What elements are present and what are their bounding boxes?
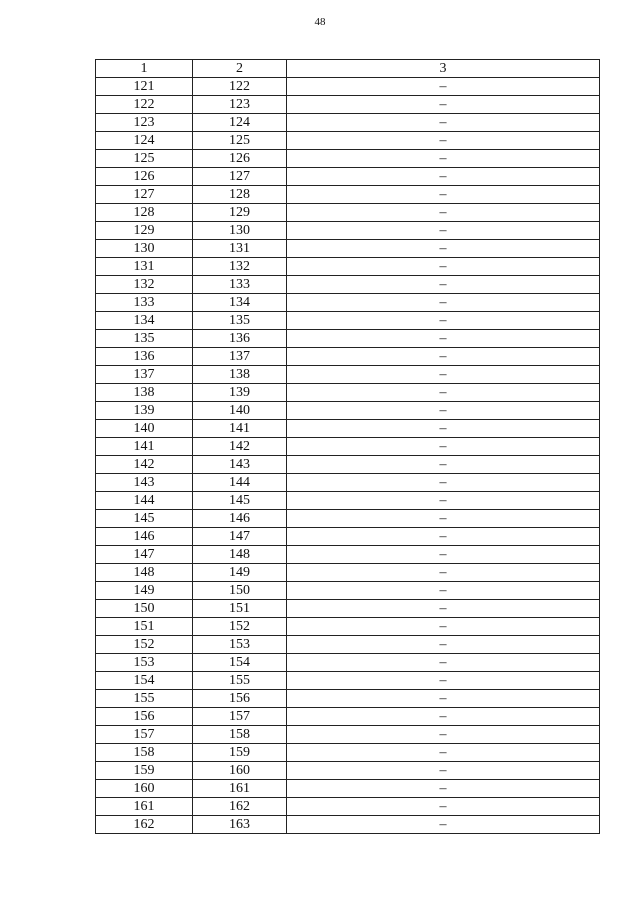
table-cell: 137 (96, 366, 193, 384)
table-cell: 123 (193, 96, 287, 114)
table-row (96, 780, 600, 798)
table-cell: – (287, 672, 600, 690)
table-cell: 157 (193, 708, 287, 726)
table-cell: 136 (96, 348, 193, 366)
table-row (96, 96, 600, 114)
table-row (96, 330, 600, 348)
table-cell: 137 (193, 348, 287, 366)
table-cell: 163 (193, 816, 287, 834)
column-header: 1 (96, 60, 193, 78)
table-row (96, 492, 600, 510)
data-table (95, 59, 600, 834)
table-row (96, 258, 600, 276)
table-cell: 124 (193, 114, 287, 132)
table-cell: 157 (96, 726, 193, 744)
table-cell: 154 (96, 672, 193, 690)
table-cell: – (287, 204, 600, 222)
table-row (96, 114, 600, 132)
table-cell: 159 (193, 744, 287, 762)
table-row (96, 762, 600, 780)
table-cell: – (287, 384, 600, 402)
table-cell: 128 (96, 204, 193, 222)
table-cell: 153 (96, 654, 193, 672)
table-cell: – (287, 798, 600, 816)
table-cell: – (287, 762, 600, 780)
table-row (96, 474, 600, 492)
table-cell: – (287, 420, 600, 438)
table-cell: 136 (193, 330, 287, 348)
table-cell: 134 (96, 312, 193, 330)
table-cell: 156 (193, 690, 287, 708)
table-cell: 161 (193, 780, 287, 798)
table-cell: – (287, 564, 600, 582)
table-cell: – (287, 600, 600, 618)
table-cell: 148 (96, 564, 193, 582)
table-cell: 153 (193, 636, 287, 654)
table-cell: 155 (193, 672, 287, 690)
table-cell: 139 (96, 402, 193, 420)
table-cell: – (287, 510, 600, 528)
table-row (96, 222, 600, 240)
table-row (96, 600, 600, 618)
table-cell: 144 (96, 492, 193, 510)
table-cell: 146 (96, 528, 193, 546)
table-cell: – (287, 456, 600, 474)
table-cell: 160 (96, 780, 193, 798)
table-cell: 147 (193, 528, 287, 546)
table-cell: 155 (96, 690, 193, 708)
table-cell: 158 (193, 726, 287, 744)
table-cell: 145 (96, 510, 193, 528)
table-cell: 132 (193, 258, 287, 276)
table-row (96, 510, 600, 528)
table-cell: – (287, 366, 600, 384)
table-cell: 126 (193, 150, 287, 168)
table-cell: – (287, 276, 600, 294)
table-cell: – (287, 150, 600, 168)
table-cell: – (287, 438, 600, 456)
table-row (96, 384, 600, 402)
table-cell: – (287, 78, 600, 96)
table-row (96, 744, 600, 762)
table-cell: 138 (96, 384, 193, 402)
table-cell: 152 (193, 618, 287, 636)
table-cell: 162 (193, 798, 287, 816)
table-cell: – (287, 258, 600, 276)
table-cell: 147 (96, 546, 193, 564)
table-cell: 135 (96, 330, 193, 348)
table-cell: 130 (96, 240, 193, 258)
table-cell: 156 (96, 708, 193, 726)
table-row (96, 186, 600, 204)
table-cell: 135 (193, 312, 287, 330)
table-cell: – (287, 636, 600, 654)
table-row (96, 276, 600, 294)
table-cell: 162 (96, 816, 193, 834)
table-cell: – (287, 402, 600, 420)
table-cell: 132 (96, 276, 193, 294)
table-cell: – (287, 222, 600, 240)
table-cell: – (287, 114, 600, 132)
table-cell: 139 (193, 384, 287, 402)
table-cell: – (287, 132, 600, 150)
table-row (96, 672, 600, 690)
column-header: 3 (287, 60, 600, 78)
table-row (96, 150, 600, 168)
table-row (96, 546, 600, 564)
table-row (96, 456, 600, 474)
table-row (96, 312, 600, 330)
table-cell: 131 (193, 240, 287, 258)
table-cell: 160 (193, 762, 287, 780)
table-row (96, 402, 600, 420)
table-cell: – (287, 582, 600, 600)
table-cell: 130 (193, 222, 287, 240)
table-row (96, 798, 600, 816)
table-cell: 141 (96, 438, 193, 456)
table-cell: – (287, 96, 600, 114)
table-cell: 126 (96, 168, 193, 186)
table-cell: 133 (96, 294, 193, 312)
table-cell: – (287, 492, 600, 510)
table-cell: – (287, 546, 600, 564)
table-row (96, 654, 600, 672)
table-cell: 159 (96, 762, 193, 780)
table-row (96, 690, 600, 708)
table-cell: 149 (96, 582, 193, 600)
table-row (96, 618, 600, 636)
table-cell: 142 (193, 438, 287, 456)
column-header: 2 (193, 60, 287, 78)
table-row (96, 564, 600, 582)
table-row (96, 78, 600, 96)
table-cell: 146 (193, 510, 287, 528)
table-row (96, 366, 600, 384)
table-cell: – (287, 618, 600, 636)
table-cell: – (287, 168, 600, 186)
table-cell: 145 (193, 492, 287, 510)
table-row (96, 636, 600, 654)
table-cell: – (287, 726, 600, 744)
table-cell: 127 (193, 168, 287, 186)
table-cell: 144 (193, 474, 287, 492)
table-row (96, 168, 600, 186)
table-cell: 158 (96, 744, 193, 762)
table-cell: 161 (96, 798, 193, 816)
table-cell: – (287, 240, 600, 258)
table-cell: – (287, 708, 600, 726)
table-cell: 129 (193, 204, 287, 222)
table-cell: 138 (193, 366, 287, 384)
table-row (96, 204, 600, 222)
table-cell: 131 (96, 258, 193, 276)
table-cell: 134 (193, 294, 287, 312)
table-cell: 152 (96, 636, 193, 654)
table-cell: 129 (96, 222, 193, 240)
table-row (96, 132, 600, 150)
table-cell: – (287, 312, 600, 330)
table-cell: 151 (96, 618, 193, 636)
table-cell: – (287, 816, 600, 834)
table-cell: 140 (193, 402, 287, 420)
table-row (96, 528, 600, 546)
table-cell: 150 (193, 582, 287, 600)
table-cell: – (287, 744, 600, 762)
page-number: 48 (314, 16, 326, 28)
table-cell: 124 (96, 132, 193, 150)
table-cell: 151 (193, 600, 287, 618)
table-cell: 143 (193, 456, 287, 474)
table-cell: 141 (193, 420, 287, 438)
table-cell: – (287, 690, 600, 708)
table-cell: – (287, 474, 600, 492)
table-cell: 154 (193, 654, 287, 672)
table-row (96, 420, 600, 438)
table-cell: 123 (96, 114, 193, 132)
table-cell: – (287, 780, 600, 798)
table-cell: 125 (96, 150, 193, 168)
table-row (96, 582, 600, 600)
table-row (96, 294, 600, 312)
table-cell: – (287, 330, 600, 348)
table-cell: 133 (193, 276, 287, 294)
table-cell: 125 (193, 132, 287, 150)
table-cell: 140 (96, 420, 193, 438)
table-row (96, 708, 600, 726)
table-cell: 142 (96, 456, 193, 474)
table-row (96, 240, 600, 258)
table-body (96, 78, 600, 834)
table-header-row (96, 60, 600, 78)
table-row (96, 726, 600, 744)
table-cell: – (287, 186, 600, 204)
table-row (96, 438, 600, 456)
table-cell: 150 (96, 600, 193, 618)
table-row (96, 816, 600, 834)
table-row (96, 348, 600, 366)
table-cell: 128 (193, 186, 287, 204)
table-cell: 127 (96, 186, 193, 204)
table-cell: 143 (96, 474, 193, 492)
table-cell: – (287, 528, 600, 546)
table-cell: 148 (193, 546, 287, 564)
table-cell: 122 (193, 78, 287, 96)
table-cell: – (287, 348, 600, 366)
table-cell: 122 (96, 96, 193, 114)
table-cell: – (287, 294, 600, 312)
table-cell: – (287, 654, 600, 672)
table-cell: 121 (96, 78, 193, 96)
table-cell: 149 (193, 564, 287, 582)
